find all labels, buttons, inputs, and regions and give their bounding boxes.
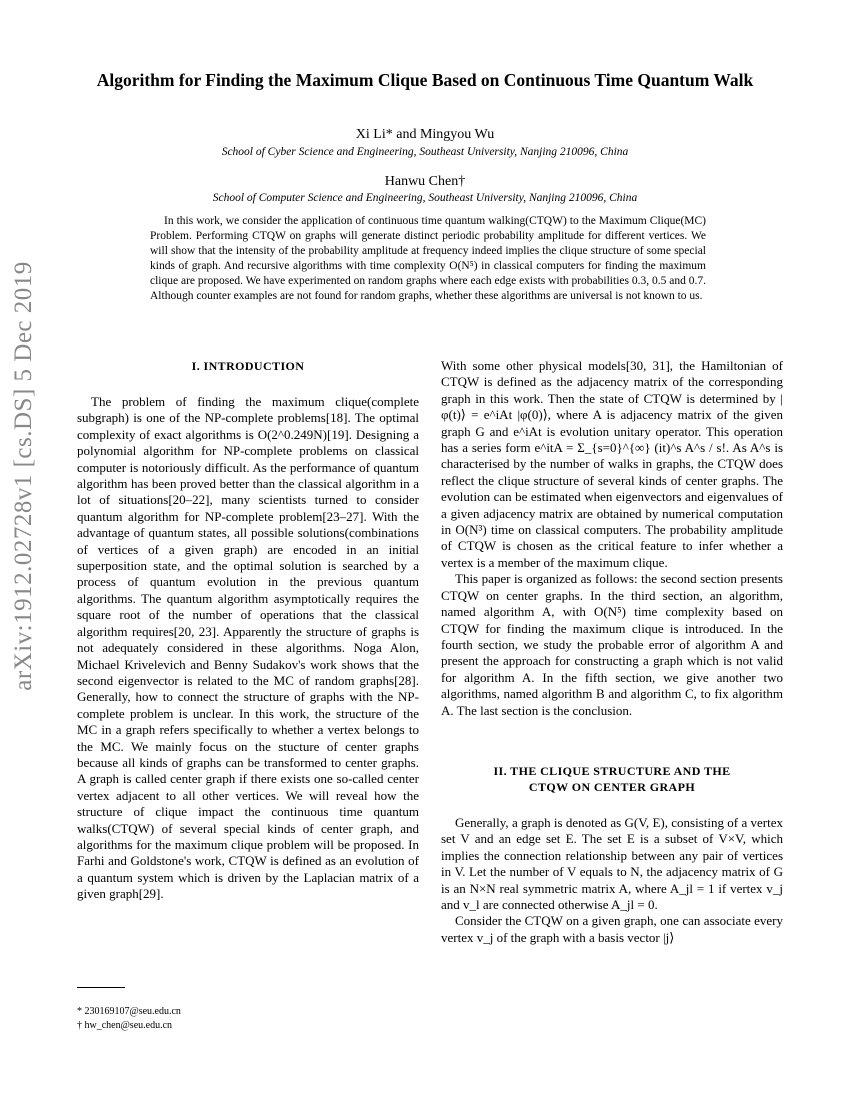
affiliation-1: School of Cyber Science and Engineering, Southeast University, Nanjing 210096, China [221,146,629,158]
section-2-heading-line-2: CTQW ON CENTER GRAPH [528,779,696,794]
section-2-paragraph-2: Consider the CTQW on a given graph, one can associate every vertex v_j of the graph with a basis vector |j⟩ [441,913,783,945]
section-2-heading [441,763,783,795]
authors-line-2: Hanwu Chen† [384,174,466,189]
right-column [441,358,783,946]
affiliation-2: School of Computer Science and Engineering, Southeast University, Nanjing 210096, China [212,192,638,204]
intro-paragraph-1: The problem of finding the maximum clique(complete subgraph) is one of the NP-complete problems[18]. The optimal complexity of exact algorithms is O(2^0.249N)[19]. Designing a polynomial algorithm for NP-complete problems on classical computer is notoriously difficult. As the performance of quantum algorithm has been proved better than the classical algorithm in a lot of situations[20–22], many scientists turned to consider quantum algorithm for NP-complete problem[23–27]. With the advantage of quantum states, all possible solutions(combinations of vertices of a given graph) are encoded in an initial superposition state, and the optimal solution is searched by a process of quantum evolution in the previous quantum algorithms. The quantum algorithm asymptotically requires the square root of the number of operations that the classical algorithm requires[20, 23]. Apparently the structure of graphs is not adequately considered in these algorithms. Noga Alon, Michael Krivelevich and Benny Sudakov's work shows that the second eigenvector is related to the MC of random graphs[28]. Generally, how to connect the structure of graphs with the NP-complete problem is unclear. In this work, the structure of the MC in a graph refers specifically to whether a vertex belongs to the MC. We mainly focus on the stucture of center graphs because all kinds of graphs can be transformed to center graphs. A graph is called center graph if there exists one so-called center vertex adjacent to all other vertices. We will reveal how the structure of clique impact the continuous time quantum walks(CTQW) of several special kinds of center graph, and algorithms for the maximum clique problem will be proposed. In Farhi and Goldstone's work, CTQW is defined as an evolution of a quantum system which is driven by the Laplacian matrix of a given graph[29]. [77,394,419,902]
intro-paragraph-3: This paper is organized as follows: the second section presents CTQW on center graphs. In the third section, an algorithm, named algorithm A, with O(N⁵) time complexity based on CTQW for finding the maximum clique is introduced. In the fourth section, we study the probable error of algorithm A and present the approach for constructing a graph which is not valid for algorithm A. In the fifth section, we give another two algorithms, named algorithm B and algorithm C, to fix algorithm A. The last section is the conclusion. [441,571,783,718]
abstract: In this work, we consider the application of continuous time quantum walking(CTQW) to the Maximum Clique(MC) Problem. Performing CTQW on graphs will generate distinct periodic probability amplitude for different vertices. We will show that the intensity of the probability amplitude at frequency indeed implies the clique structure of some special kinds of graph. And recursive algorithms with time complexity O(N⁵) in classical computers for finding the maximum clique are proposed. We have experimented on random graphs where each edge exists with probabilities 0.3, 0.5 and 0.7. Although counter examples are not found for random graphs, whether these algorithms are universal is not known to us. [150,215,706,302]
authors-line-1: Xi Li* and Mingyou Wu [355,127,495,142]
section-2-paragraph-1: Generally, a graph is denoted as G(V, E), consisting of a vertex set V and an edge set E. The set E is a subset of V×V, which implies the connection relationship between any pair of vertices in V. Let the number of V equals to N, the adjacency matrix of G is an N×N real symmetric matrix A, where A_jl = 1 if vertex v_j and v_l are connected otherwise A_jl = 0. [441,814,783,912]
intro-paragraph-2: With some other physical models[30, 31], the Hamiltonian of CTQW is defined as the adjacency matrix of the corresponding graph in this work. Then the state of CTQW is determined by |φ(t)⟩ = e^iAt |φ(0)⟩, where A is adjacency matrix of the given graph G and e^iAt is evolution unitary operator. This operation has a series form e^itA = Σ_{s=0}^{∞} (it)^s A^s / s!. As A^s is characterised by the number of walks in graphs, the CTQW does reflect the clique structure of several kinds of center graphs. The evolution can be estimated when eigenvectors and eigenvalues of a given adjacency matrix are obtained by numerical computation in O(N³) time on classical computers. The probability amplitude of CTQW is chosen as the critical feature to infer whether a vertex is a member of the maximum clique. [441,358,783,570]
paper-title: Algorithm for Finding the Maximum Clique Based on Continuous Time Quantum Walk [96,70,754,90]
section-2-heading-line-1: II. THE CLIQUE STRUCTURE AND THE [493,763,731,778]
footnote-1: * 230169107@seu.edu.cn [77,1006,181,1017]
footnote-2: † hw_chen@seu.edu.cn [77,1020,173,1031]
left-column [77,358,419,903]
arxiv-identifier-stamp [4,261,44,691]
arxiv-stamp-text: arXiv:1912.02728v1 [cs.DS] 5 Dec 2019 [10,261,37,691]
section-1-heading: I. INTRODUCTION [191,359,305,373]
footnote-rule [77,987,125,988]
